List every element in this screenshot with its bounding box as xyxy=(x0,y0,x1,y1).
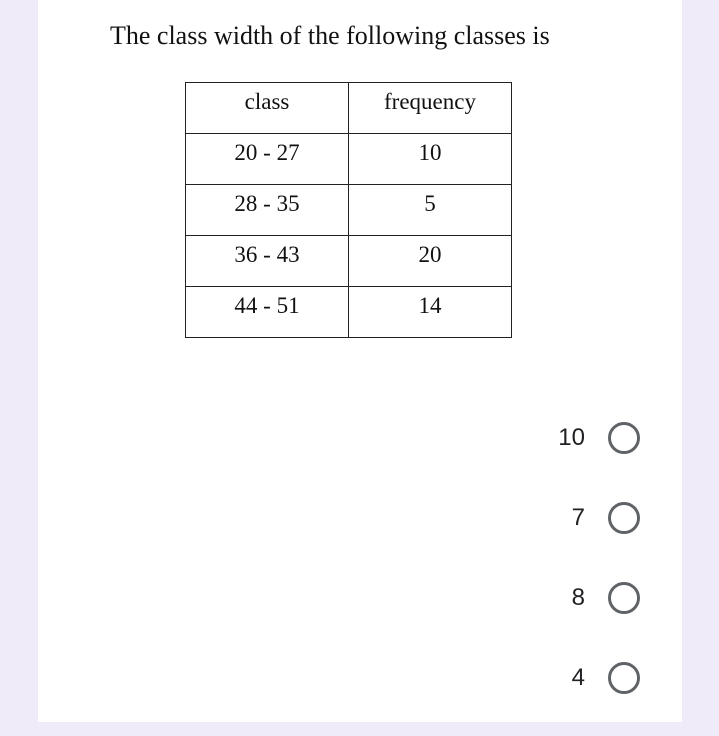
answer-options xyxy=(500,416,640,736)
table-row xyxy=(186,185,512,236)
column-header-frequency: frequency xyxy=(349,83,512,134)
radio-button[interactable] xyxy=(608,502,640,534)
frequency-table xyxy=(185,82,512,338)
frequency-cell: 5 xyxy=(349,185,512,236)
option-8[interactable] xyxy=(500,576,640,620)
option-10[interactable] xyxy=(500,416,640,460)
option-7[interactable] xyxy=(500,496,640,540)
class-cell: 44 - 51 xyxy=(186,287,349,338)
frequency-cell: 14 xyxy=(349,287,512,338)
class-cell: 36 - 43 xyxy=(186,236,349,287)
table-row xyxy=(186,287,512,338)
radio-button[interactable] xyxy=(608,662,640,694)
question-title: The class width of the following classes is xyxy=(110,21,550,50)
option-4[interactable] xyxy=(500,656,640,700)
option-label: 10 xyxy=(558,424,585,451)
frequency-cell: 20 xyxy=(349,236,512,287)
frequency-cell: 10 xyxy=(349,134,512,185)
table-header-row xyxy=(186,83,512,134)
option-label: 7 xyxy=(571,504,585,531)
option-label: 8 xyxy=(571,584,585,611)
option-label: 4 xyxy=(571,664,585,691)
class-cell: 20 - 27 xyxy=(186,134,349,185)
class-cell: 28 - 35 xyxy=(186,185,349,236)
table-row xyxy=(186,134,512,185)
radio-button[interactable] xyxy=(608,422,640,454)
table-row xyxy=(186,236,512,287)
column-header-class: class xyxy=(186,83,349,134)
radio-button[interactable] xyxy=(608,582,640,614)
